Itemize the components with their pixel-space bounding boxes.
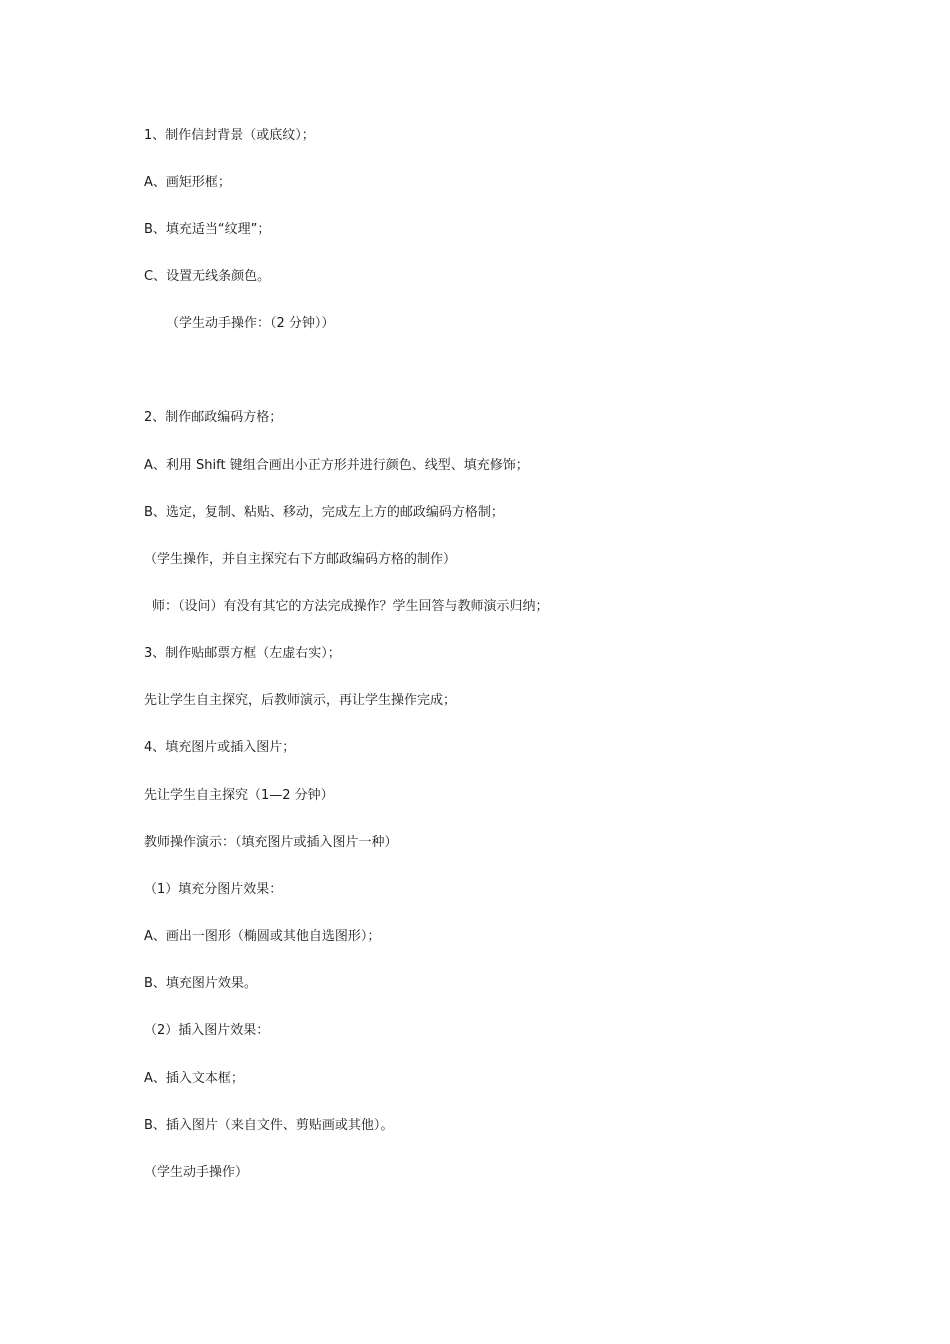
step-2-heading: 2、制作邮政编码方格；	[144, 410, 283, 425]
step-2-b: B、选定，复制、粘贴、移动，完成左上方的邮政编码方格制；	[144, 505, 504, 520]
teacher-question: 师：（设问）有没有其它的方法完成操作？学生回答与教师演示归纳；	[152, 599, 549, 614]
step-4-sub-2: （2）插入图片效果：	[144, 1023, 270, 1038]
step-1-a: A、画矩形框；	[144, 175, 231, 190]
step-1-note: （学生动手操作：（2 分钟））	[166, 316, 335, 331]
step-4-sub-2-b: B、插入图片（来自文件、剪贴画或其他）。	[144, 1118, 394, 1133]
step-2-note: （学生操作，并自主探究右下方邮政编码方格的制作）	[144, 552, 457, 567]
step-3-heading: 3、制作贴邮票方框（左虚右实）；	[144, 646, 341, 661]
step-4-sub-2-a: A、插入文本框；	[144, 1071, 244, 1086]
step-2-a: A、利用 Shift 键组合画出小正方形并进行颜色、线型、填充修饰；	[144, 458, 529, 473]
step-4-demo: 教师操作演示：（填充图片或插入图片一种）	[144, 835, 398, 850]
step-4-sub-1-b: B、填充图片效果。	[144, 976, 257, 991]
step-3-note: 先让学生自主探究，后教师演示，再让学生操作完成；	[144, 693, 457, 708]
step-4-sub-1: （1）填充分图片效果：	[144, 882, 283, 897]
step-1-heading: 1、制作信封背景（或底纹）；	[144, 128, 315, 143]
step-4-sub-1-a: A、画出一图形（椭圆或其他自选图形）；	[144, 929, 381, 944]
step-4-explore: 先让学生自主探究（1—2 分钟）	[144, 788, 334, 803]
step-4-note: （学生动手操作）	[144, 1165, 249, 1180]
step-1-c: C、设置无线条颜色。	[144, 269, 271, 284]
step-1-b: B、填充适当“纹理”；	[144, 222, 271, 237]
step-4-heading: 4、填充图片或插入图片；	[144, 740, 296, 755]
